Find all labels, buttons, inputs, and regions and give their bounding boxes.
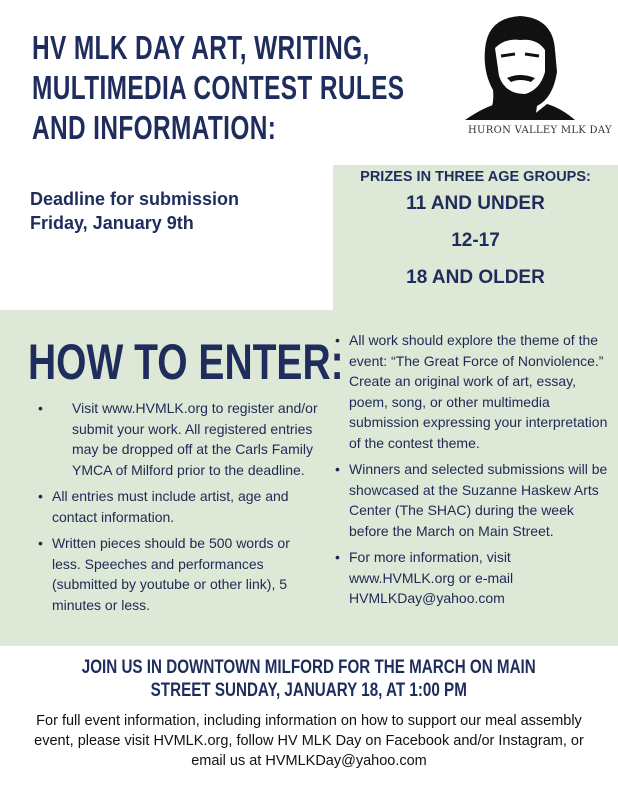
logo-text: HURON VALLEY MLK DAY [468, 125, 612, 136]
deadline-line: Deadline for submission [30, 189, 240, 209]
prizes-heading: PRIZES IN THREE AGE GROUPS: [360, 169, 591, 185]
deadline-date: Friday, January 9th [30, 213, 194, 233]
age-group: 18 AND OLDER [406, 267, 545, 288]
list-item: • All entries must include artist, age and contact information. [52, 486, 322, 527]
how-to-enter-heading: HOW TO ENTER: [28, 334, 344, 390]
mlk-portrait-logo [465, 10, 575, 120]
title-line: MULTIMEDIA CONTEST RULES [32, 69, 405, 106]
footer-info: For full event information, including information on how to support our meal assembly event, please visit HVMLK.org, follow HV MLK Day on Facebook and/or Instagram, or email us at HVMLKDay@yahoo.com [34, 713, 584, 769]
list-item: • Winners and selected submissions will be showcased at the Suzanne Haskew Arts Center (The SHAC) during the week before the March on Main Street. [349, 459, 611, 541]
announcement-line: STREET SUNDAY, JANUARY 18, AT 1:00 PM [150, 680, 468, 701]
title-line: HV MLK DAY ART, WRITING, [32, 29, 370, 66]
list-item: • For more information, visit www.HVMLK.org or e-mail HVMLKDay@yahoo.com [349, 547, 611, 609]
deadline-text [30, 187, 239, 235]
age-group: 11 AND UNDER [406, 193, 545, 214]
page-title [32, 28, 404, 148]
left-rules-list [52, 398, 322, 621]
right-rules-list [349, 330, 611, 615]
list-item: • All work should explore the theme of the event: “The Great Force of Nonviolence.” Create an original work of art, essay, poem, song, or other multimedia submission expressing your interpretation of the contest theme. [349, 330, 611, 453]
march-announcement [0, 656, 618, 702]
list-item: • Visit www.HVMLK.org to register and/or submit your work. All registered entries may be dropped off at the Carls Family YMCA of Milford prior to the deadline. [52, 398, 322, 480]
announcement-line: JOIN US IN DOWNTOWN MILFORD FOR THE MARCH ON MAIN [81, 657, 536, 678]
list-item: • Written pieces should be 500 words or less. Speeches and performances (submitted by youtube or other link), 5 minutes or less. [52, 533, 322, 615]
age-group: 12-17 [451, 230, 500, 251]
title-line: AND INFORMATION: [32, 109, 277, 146]
prizes-section [333, 165, 618, 296]
